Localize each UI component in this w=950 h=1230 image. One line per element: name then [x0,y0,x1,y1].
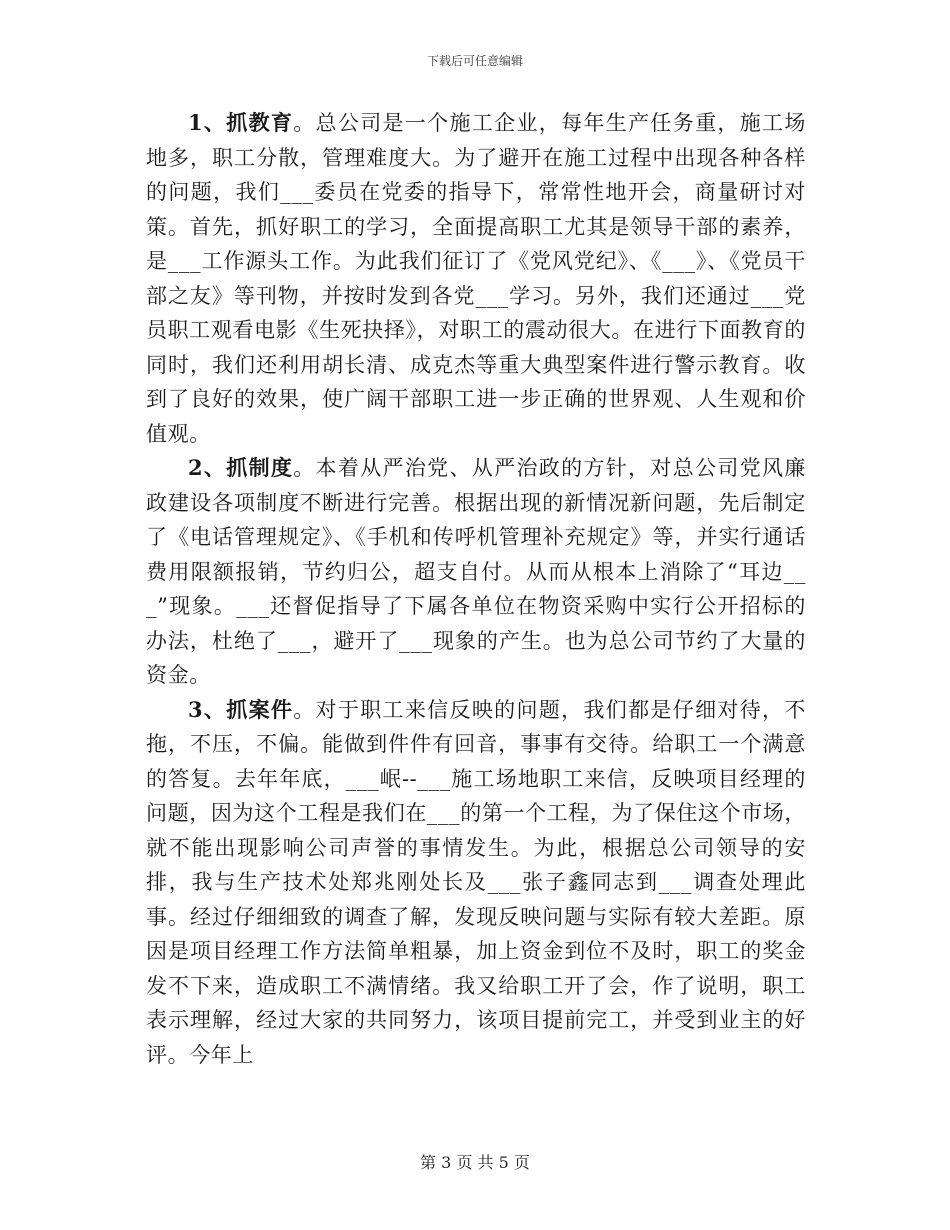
page-header: 下载后可任意编辑 [426,54,523,68]
paragraph-text: 。对于职工来信反映的问题，我们都是仔细对待，不拖，不压，不偏。能做到件件有回音，事事有交待。给职工一个满意的答复。去年年底，___岷--___施工场地职工来信，反映项目经理的问题，因为这个工程是我们在___的第一个工程，为了保住这个市场，就不能出现影响公司声誉的事情发生。为此，根据总公司领导的安排，我与生产技术处郑兆刚处长及___张子鑫同志到___调查处理此事。经过仔细细致的调查了解，发现反映问题与实际有较大差距。原因是项目经理工作方法简单粗暴，加上资金到位不及时，职工的奖金发不下来，造成职工不满情绪。我又给职工开了会，作了说明，职工表示理解，经过大家的共同努力，该项目提前完工，并受到业主的好评。今年上 [146,697,806,1067]
paragraph-heading: 2、抓制度 [188,455,294,480]
paragraph-text: 。总公司是一个施工企业，每年生产任务重，施工场地多，职工分散，管理难度大。为了避开在施工过程中出现各种各样的问题，我们___委员在党委的指导下，常常性地开会，商量研讨对策。首先，抓好职工的学习，全面提高职工尤其是领导干部的素养，是___工作源头工作。为此我们征订了《党风党纪》、《___》、《党员干部之友》等刊物，并按时发到各党___学习。另外，我们还通过___党员职工观看电影《生死抉择》，对职工的震动很大。在进行下面教育的同时，我们还利用胡长清、成克杰等重大典型案件进行警示教育。收到了良好的效果，使广阔干部职工进一步正确的世界观、人生观和价值观。 [146,111,806,446]
paragraph-heading: 1、抓教育 [188,110,294,135]
paragraph-text: 。本着从严治党、从严治政的方针，对总公司党风廉政建设各项制度不断进行完善。根据出现的新情况新问题，先后制定了《电话管理规定》、《手机和传呼机管理补充规定》等，并实行通话费用限额报销，节约归公，超支自付。从而从根本上消除了“耳边___”现象。___还督促指导了下属各单位在物资采购中实行公开招标的办法，杜绝了___，避开了___现象的产生。也为总公司节约了大量的资金。 [146,456,806,687]
paragraph-system [146,451,806,693]
document-body [146,106,806,1072]
page-number-footer: 第 3 页 共 5 页 [420,1153,530,1172]
paragraph-cases [146,693,806,1073]
paragraph-education [146,106,806,451]
paragraph-heading: 3、抓案件 [188,696,294,722]
